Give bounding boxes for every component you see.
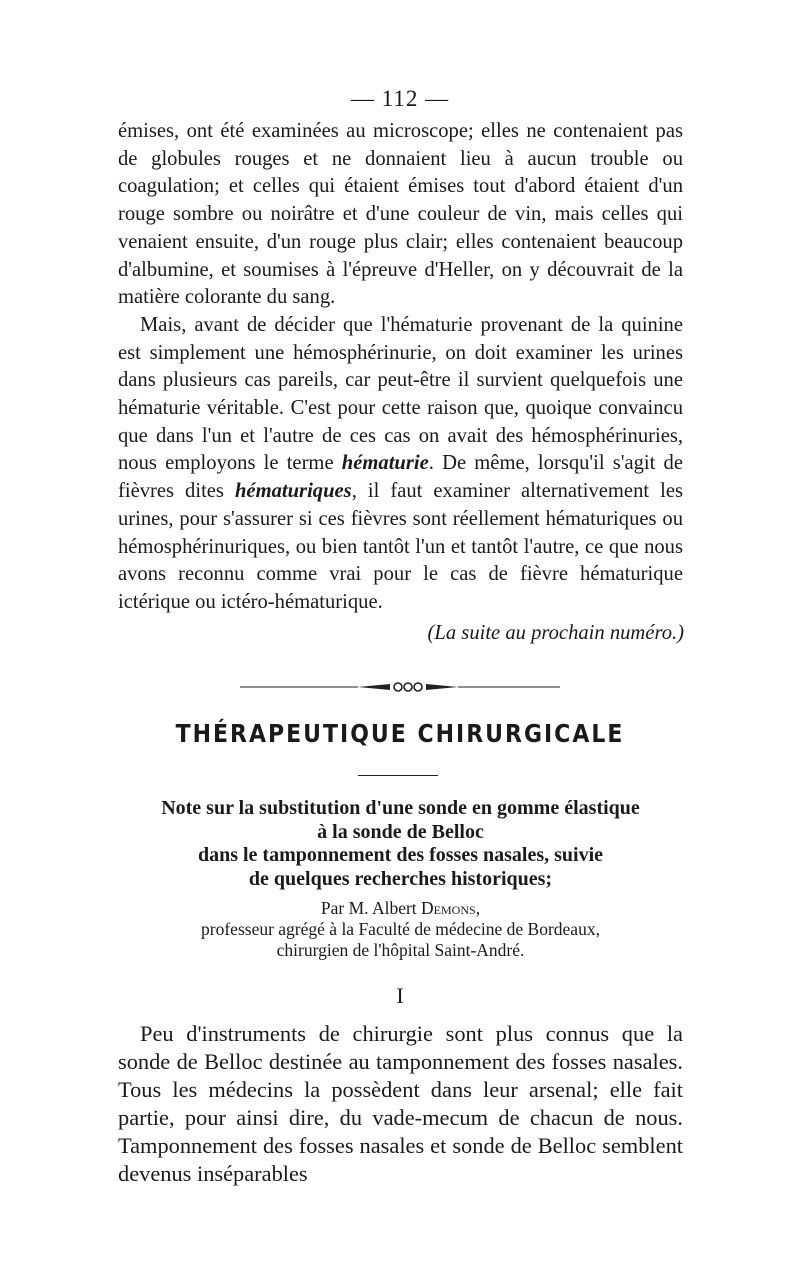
text-run: émises, ont été examinées au microscope; elles ne contenaient pas de globules rouges et ne donnaient lieu à aucun trouble ou coagulation; et celles qui étaient émises tout d'abord étaient d'un rouge sombre ou noirâtre et d'une couleur de vin, mais celles qui venaient ensuite, d'un rouge plus clair; elles contenaient beaucoup d'albumine, et soumises à l'épreuve d'Heller, on y découvrait de la matière colorante du sang. — [118, 120, 683, 309]
continued-note: (La suite au prochain numéro.) — [427, 622, 684, 644]
text-run: Mais, avant de décider que l'hématurie provenant de la quinine est simplement une hémosphérinurie, on doit examiner les urines dans plusieurs cas pareils, car peut-être il survient quelquefois une hématurie véritable. C'est pour cette raison que, quoique convaincu que dans l'un et l'autre de ces cas on avait des hémosphérinuries, nous employons le terme — [118, 313, 683, 475]
author-affiliation: chirurgien de l'hôpital Saint-André. — [276, 940, 525, 960]
article-title-line: Note sur la substitution d'une sonde en gomme élastique — [161, 797, 640, 819]
article-title-line: dans le tamponnement des fosses nasales, suivie — [197, 844, 604, 866]
emphasized-term: hématuriques — [234, 480, 352, 503]
body-text — [118, 118, 683, 617]
section-divider — [358, 775, 438, 776]
article-title — [108, 797, 693, 891]
decorative-rule — [240, 674, 560, 700]
section-title: THÉRAPEUTIQUE CHIRURGICALE — [175, 720, 625, 749]
article-title-line: de quelques recherches historiques; — [248, 867, 553, 890]
body-paragraph — [118, 118, 683, 312]
intro-paragraph: Peu d'instruments de chirurgie sont plus connus que la sonde de Belloc destinée au tamponnement des fosses nasales. Tous les médecins la possèdent dans leur arsenal; elle fait partie, pour ainsi dire, du vade-mecum de chacun de nous. Tamponnement des fosses nasales et sonde de Belloc semblent devenus inséparables — [118, 1021, 683, 1186]
byline — [108, 898, 693, 961]
page-number: — 112 — — [350, 86, 450, 111]
body-paragraph — [118, 312, 683, 617]
author-role: professeur agrégé à la Faculté de médecine de Bordeaux, — [201, 919, 600, 939]
author-line — [108, 898, 693, 919]
intro-text — [118, 1020, 683, 1188]
article-title-line: à la sonde de Belloc — [317, 820, 484, 843]
text-run: . De même, lorsqu'il s'agit de fièvres dites — [118, 452, 683, 503]
text-run: , il faut examiner alternativement les urines, pour s'assurer si ces fièvres sont réellement hématuriques ou hémosphérinuriques, ou bien tantôt l'un et tantôt l'autre, ce que nous avons reconnu comme vrai pour le cas de fièvre hématurique ictérique ou ictéro-hématurique. — [118, 480, 683, 613]
author-surname: Demons — [421, 898, 476, 918]
emphasized-term: hématurie — [341, 452, 429, 475]
author-suffix: , — [475, 898, 481, 918]
part-number: I — [396, 983, 404, 1008]
author-prefix: Par M. Albert — [320, 898, 422, 918]
